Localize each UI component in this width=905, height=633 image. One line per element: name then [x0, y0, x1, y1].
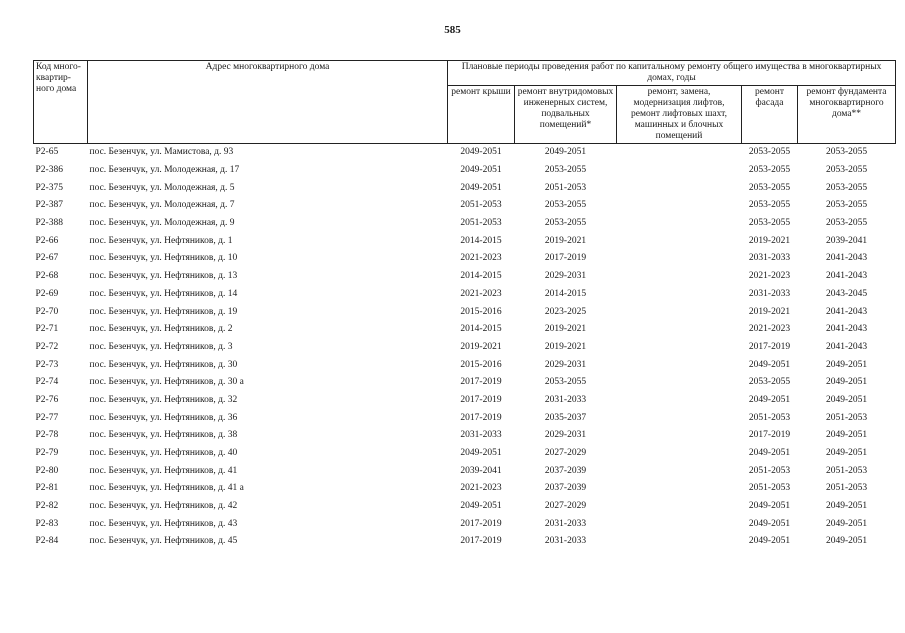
cell-elevators [617, 427, 742, 445]
cell-roof: 2017-2019 [460, 412, 502, 423]
cell-code: Р2-83 [35, 518, 59, 529]
table-row [34, 268, 896, 286]
cell-code: Р2-70 [35, 306, 59, 317]
header-periods: Плановые периоды проведения работ по капитальному ремонту общего имущества в многоквартирных домах, годы [448, 61, 896, 86]
table-row [34, 374, 896, 392]
cell-engineering: 2029-2031 [544, 359, 587, 370]
cell-elevators [617, 232, 742, 250]
table-row [34, 480, 896, 498]
cell-facade: 2021-2023 [748, 324, 791, 335]
table-row [34, 392, 896, 410]
cell-facade: 2049-2051 [748, 518, 791, 529]
cell-elevators [617, 286, 742, 304]
cell-elevators [617, 268, 742, 286]
cell-roof: 2021-2023 [460, 288, 502, 299]
cell-engineering: 2035-2037 [544, 412, 587, 423]
cell-code: Р2-76 [35, 394, 59, 405]
cell-address: пос. Безенчук, ул. Нефтяников, д. 32 [89, 394, 238, 405]
cell-address: пос. Безенчук, ул. Нефтяников, д. 3 [89, 341, 233, 352]
cell-facade: 2053-2055 [748, 182, 791, 193]
header-row-main [34, 61, 896, 86]
cell-code: Р2-78 [35, 430, 59, 441]
cell-facade: 2049-2051 [748, 536, 791, 547]
cell-foundation: 2051-2053 [825, 412, 868, 423]
cell-foundation: 2049-2051 [825, 536, 868, 547]
cell-roof: 2039-2041 [460, 465, 502, 476]
cell-code: Р2-71 [35, 324, 59, 335]
cell-elevators [617, 533, 742, 551]
table-row [34, 197, 896, 215]
header-roof: ремонт крыши [448, 86, 515, 144]
cell-facade: 2021-2023 [748, 271, 791, 282]
cell-elevators [617, 339, 742, 357]
cell-engineering: 2017-2019 [544, 253, 587, 264]
cell-code: Р2-82 [35, 501, 59, 512]
cell-elevators [617, 392, 742, 410]
table-row [34, 286, 896, 304]
cell-roof: 2017-2019 [460, 394, 502, 405]
cell-facade: 2053-2055 [748, 200, 791, 211]
table-row [34, 144, 896, 162]
cell-code: Р2-66 [35, 235, 59, 246]
cell-facade: 2019-2021 [748, 235, 791, 246]
header-foundation: ремонт фундамента многоквартирного дома** [798, 86, 896, 144]
cell-address: пос. Безенчук, ул. Молодежная, д. 5 [89, 182, 235, 193]
cell-foundation: 2053-2055 [825, 165, 868, 176]
cell-roof: 2051-2053 [460, 200, 502, 211]
cell-foundation: 2053-2055 [825, 182, 868, 193]
table-row [34, 409, 896, 427]
cell-engineering: 2029-2031 [544, 430, 587, 441]
cell-engineering: 2019-2021 [544, 235, 587, 246]
cell-roof: 2015-2016 [460, 359, 502, 370]
cell-engineering: 2053-2055 [544, 377, 587, 388]
cell-code: Р2-386 [35, 165, 63, 176]
cell-facade: 2017-2019 [748, 341, 791, 352]
cell-code: Р2-68 [35, 271, 59, 282]
cell-elevators [617, 215, 742, 233]
cell-foundation: 2039-2041 [825, 235, 868, 246]
cell-engineering: 2031-2033 [544, 394, 587, 405]
cell-engineering: 2037-2039 [544, 483, 587, 494]
cell-address: пос. Безенчук, ул. Нефтяников, д. 40 [89, 448, 238, 459]
page-number: 585 [444, 24, 461, 36]
cell-foundation: 2053-2055 [825, 218, 868, 229]
cell-facade: 2031-2033 [748, 253, 791, 264]
table-row [34, 445, 896, 463]
cell-roof: 2049-2051 [460, 165, 502, 176]
header-address: Адрес многоквартирного дома [88, 61, 448, 144]
header-facade: ремонт фасада [742, 86, 798, 144]
cell-roof: 2014-2015 [460, 324, 502, 335]
table-row [34, 179, 896, 197]
cell-address: пос. Безенчук, ул. Нефтяников, д. 2 [89, 324, 233, 335]
cell-elevators [617, 409, 742, 427]
cell-foundation: 2051-2053 [825, 483, 868, 494]
cell-engineering: 2027-2029 [544, 501, 587, 512]
cell-engineering: 2019-2021 [544, 324, 587, 335]
cell-engineering: 2049-2051 [544, 147, 587, 158]
cell-address: пос. Безенчук, ул. Нефтяников, д. 36 [89, 412, 238, 423]
table-row [34, 321, 896, 339]
cell-engineering: 2029-2031 [544, 271, 587, 282]
cell-foundation: 2041-2043 [825, 306, 868, 317]
header-engineering: ремонт внутридомовых инженерных систем, подвальных помещений* [515, 86, 617, 144]
cell-facade: 2019-2021 [748, 306, 791, 317]
cell-code: Р2-387 [35, 200, 63, 211]
table-row [34, 498, 896, 516]
cell-elevators [617, 303, 742, 321]
cell-code: Р2-81 [35, 483, 59, 494]
cell-address: пос. Безенчук, ул. Нефтяников, д. 38 [89, 430, 238, 441]
cell-facade: 2017-2019 [748, 430, 791, 441]
table-row [34, 303, 896, 321]
cell-roof: 2014-2015 [460, 235, 502, 246]
cell-elevators [617, 515, 742, 533]
cell-code: Р2-77 [35, 412, 59, 423]
cell-facade: 2053-2055 [748, 377, 791, 388]
table-row [34, 515, 896, 533]
cell-foundation: 2049-2051 [825, 518, 868, 529]
cell-engineering: 2027-2029 [544, 448, 587, 459]
cell-address: пос. Безенчук, ул. Мамистова, д. 93 [89, 147, 234, 158]
table-row [34, 427, 896, 445]
cell-engineering: 2014-2015 [544, 288, 587, 299]
table-row [34, 215, 896, 233]
cell-foundation: 2049-2051 [825, 394, 868, 405]
cell-elevators [617, 162, 742, 180]
cell-foundation: 2053-2055 [825, 147, 868, 158]
cell-roof: 2021-2023 [460, 253, 502, 264]
header-code: Код много-квартир-ного дома [34, 61, 88, 144]
table-body [34, 144, 896, 551]
cell-foundation: 2049-2051 [825, 430, 868, 441]
repair-schedule-table [33, 60, 896, 551]
table-row [34, 250, 896, 268]
cell-roof: 2017-2019 [460, 377, 502, 388]
cell-foundation: 2049-2051 [825, 448, 868, 459]
cell-code: Р2-375 [35, 182, 63, 193]
cell-elevators [617, 250, 742, 268]
cell-address: пос. Безенчук, ул. Нефтяников, д. 19 [89, 306, 238, 317]
cell-engineering: 2053-2055 [544, 165, 587, 176]
cell-foundation: 2051-2053 [825, 465, 868, 476]
table-row [34, 462, 896, 480]
cell-engineering: 2053-2055 [544, 218, 587, 229]
cell-engineering: 2037-2039 [544, 465, 587, 476]
cell-elevators [617, 462, 742, 480]
cell-foundation: 2049-2051 [825, 359, 868, 370]
cell-elevators [617, 498, 742, 516]
cell-elevators [617, 356, 742, 374]
cell-code: Р2-65 [35, 147, 59, 158]
table-row [34, 339, 896, 357]
cell-roof: 2051-2053 [460, 218, 502, 229]
cell-code: Р2-84 [35, 536, 59, 547]
cell-foundation: 2041-2043 [825, 324, 868, 335]
cell-address: пос. Безенчук, ул. Нефтяников, д. 30 а [89, 377, 244, 388]
table-row [34, 533, 896, 551]
cell-engineering: 2051-2053 [544, 182, 587, 193]
cell-engineering: 2031-2033 [544, 536, 587, 547]
cell-elevators [617, 480, 742, 498]
cell-engineering: 2023-2025 [544, 306, 587, 317]
cell-facade: 2049-2051 [748, 501, 791, 512]
cell-elevators [617, 374, 742, 392]
cell-code: Р2-73 [35, 359, 59, 370]
cell-address: пос. Безенчук, ул. Молодежная, д. 17 [89, 165, 240, 176]
cell-facade: 2053-2055 [748, 218, 791, 229]
cell-roof: 2049-2051 [460, 501, 502, 512]
cell-address: пос. Безенчук, ул. Нефтяников, д. 41 а [89, 483, 244, 494]
cell-foundation: 2049-2051 [825, 377, 868, 388]
cell-address: пос. Безенчук, ул. Нефтяников, д. 43 [89, 518, 238, 529]
cell-facade: 2031-2033 [748, 288, 791, 299]
cell-address: пос. Безенчук, ул. Нефтяников, д. 42 [89, 501, 238, 512]
cell-roof: 2017-2019 [460, 518, 502, 529]
header-elevators: ремонт, замена, модернизация лифтов, ремонт лифтовых шахт, машинных и блочных помещений [617, 86, 742, 144]
cell-roof: 2014-2015 [460, 271, 502, 282]
cell-facade: 2053-2055 [748, 147, 791, 158]
cell-roof: 2049-2051 [460, 182, 502, 193]
cell-elevators [617, 197, 742, 215]
cell-code: Р2-67 [35, 253, 59, 264]
cell-address: пос. Безенчук, ул. Нефтяников, д. 10 [89, 253, 238, 264]
cell-code: Р2-79 [35, 448, 59, 459]
cell-address: пос. Безенчук, ул. Нефтяников, д. 41 [89, 465, 238, 476]
cell-address: пос. Безенчук, ул. Нефтяников, д. 1 [89, 235, 233, 246]
cell-facade: 2051-2053 [748, 465, 791, 476]
cell-roof: 2015-2016 [460, 306, 502, 317]
cell-address: пос. Безенчук, ул. Нефтяников, д. 14 [89, 288, 238, 299]
cell-facade: 2053-2055 [748, 165, 791, 176]
cell-address: пос. Безенчук, ул. Нефтяников, д. 45 [89, 536, 238, 547]
cell-address: пос. Безенчук, ул. Молодежная, д. 9 [89, 218, 235, 229]
cell-roof: 2019-2021 [460, 341, 502, 352]
cell-roof: 2031-2033 [460, 430, 502, 441]
cell-elevators [617, 179, 742, 197]
cell-facade: 2049-2051 [748, 359, 791, 370]
cell-address: пос. Безенчук, ул. Нефтяников, д. 13 [89, 271, 238, 282]
cell-facade: 2051-2053 [748, 412, 791, 423]
cell-facade: 2049-2051 [748, 448, 791, 459]
cell-elevators [617, 144, 742, 162]
cell-address: пос. Безенчук, ул. Нефтяников, д. 30 [89, 359, 238, 370]
cell-foundation: 2041-2043 [825, 271, 868, 282]
cell-code: Р2-80 [35, 465, 59, 476]
cell-roof: 2017-2019 [460, 536, 502, 547]
cell-code: Р2-388 [35, 218, 63, 229]
cell-facade: 2049-2051 [748, 394, 791, 405]
table-row [34, 232, 896, 250]
cell-engineering: 2019-2021 [544, 341, 587, 352]
cell-code: Р2-69 [35, 288, 59, 299]
cell-foundation: 2041-2043 [825, 341, 868, 352]
cell-foundation: 2041-2043 [825, 253, 868, 264]
cell-address: пос. Безенчук, ул. Молодежная, д. 7 [89, 200, 235, 211]
cell-elevators [617, 445, 742, 463]
cell-roof: 2049-2051 [460, 147, 502, 158]
cell-code: Р2-72 [35, 341, 59, 352]
cell-foundation: 2043-2045 [825, 288, 868, 299]
cell-engineering: 2053-2055 [544, 200, 587, 211]
cell-elevators [617, 321, 742, 339]
cell-facade: 2051-2053 [748, 483, 791, 494]
table-header [34, 61, 896, 144]
cell-engineering: 2031-2033 [544, 518, 587, 529]
cell-roof: 2049-2051 [460, 448, 502, 459]
table-row [34, 356, 896, 374]
cell-foundation: 2049-2051 [825, 501, 868, 512]
table-row [34, 162, 896, 180]
cell-code: Р2-74 [35, 377, 59, 388]
cell-foundation: 2053-2055 [825, 200, 868, 211]
cell-roof: 2021-2023 [460, 483, 502, 494]
